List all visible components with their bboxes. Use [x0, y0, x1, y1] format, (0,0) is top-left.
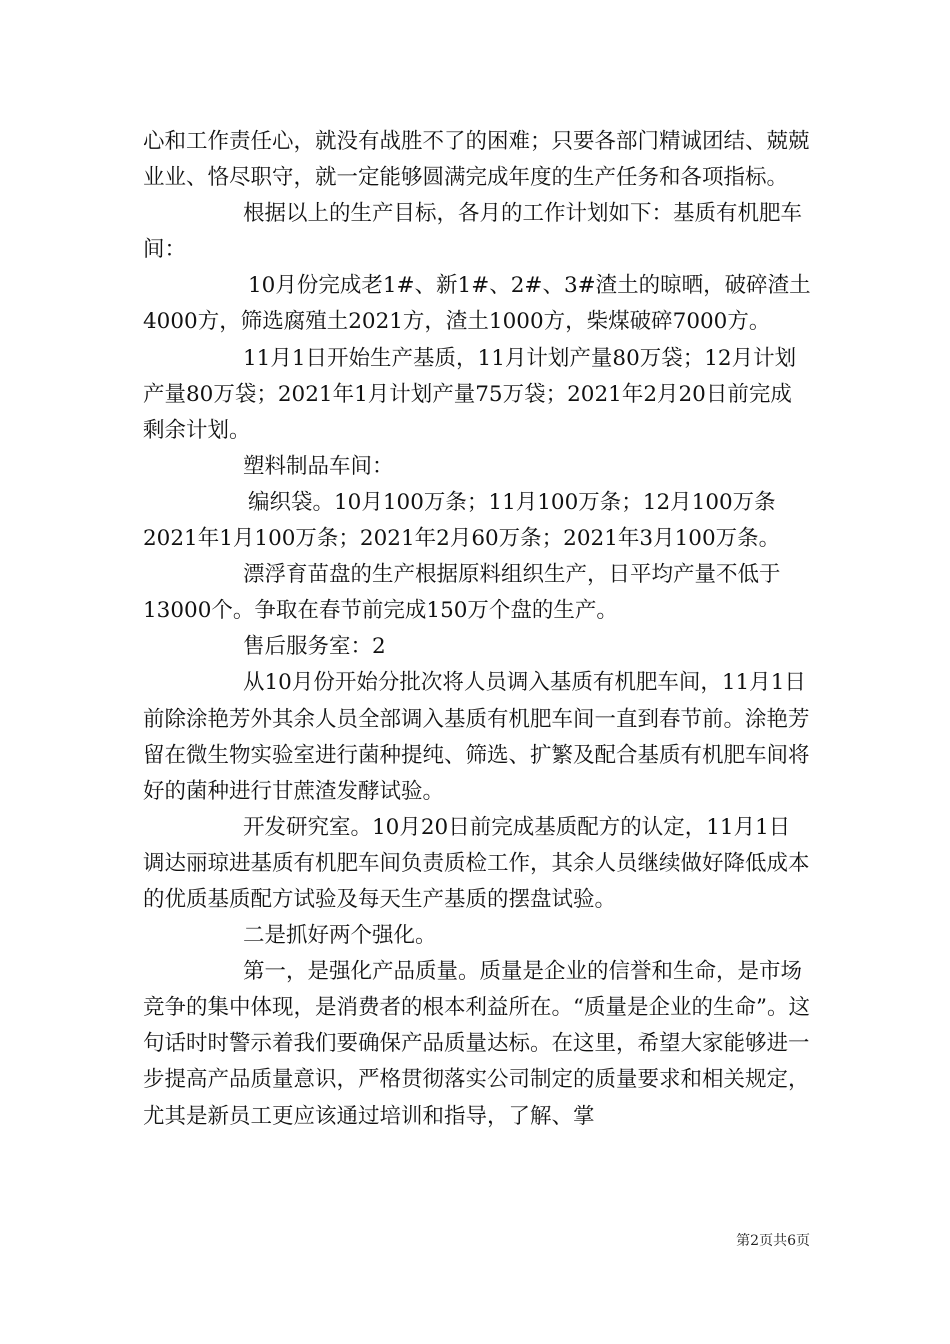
paragraph-12: 第一，是强化产品质量。质量是企业的信誉和生命，是市场竞争的集中体现，是消费者的根本利益所在。“质量是企业的生命”。这句话时时警示着我们要确保产品质量达标。在这里，希望大家能够进一步提高产品质量意识，严格贯彻落实公司制定的质量要求和相关规定，尤其是新员工更应该通过培训和指导，了解、掌 [143, 959, 810, 1129]
paragraph-3: 10月份完成老1#、新1#、2#、3#渣土的晾晒，破碎渣土4000方，筛选腐殖土2021方，渣土1000方，柴煤破碎7000方。 [143, 273, 811, 335]
paragraph-4: 11月1日开始生产基质，11月计划产量80万袋；12月计划产量80万袋；2021年1月计划产量75万袋；2021年2月20日前完成剩余计划。 [143, 345, 797, 443]
paragraph-2: 根据以上的生产目标，各月的工作计划如下：基质有机肥车间： [143, 201, 803, 263]
paragraph-9: 从10月份开始分批次将人员调入基质有机肥车间，11月1日前除涂艳芳外其余人员全部调入基质有机肥车间一直到春节前。涂艳芳留在微生物实验室进行菌种提纯、筛选、扩繁及配合基质有机肥车间将好的菌种进行甘蔗渣发酵试验。 [143, 670, 810, 804]
paragraph-8: 售后服务室：2 [243, 634, 386, 660]
document-body [143, 124, 811, 1135]
paragraph-7: 漂浮育苗盘的生产根据原料组织生产，日平均产量不低于13000个。争取在春节前完成150万个盘的生产。 [143, 562, 781, 624]
page-number: 第2页共6页 [736, 1233, 810, 1249]
paragraph-11: 二是抓好两个强化。 [243, 923, 437, 949]
paragraph-6: 编织袋。10月100万条；11月100万条；12月100万条2021年1月100万条；2021年2月60万条；2021年3月100万条。 [143, 489, 781, 552]
paragraph-10: 开发研究室。10月20日前完成基质配方的认定，11月1日调达丽琼进基质有机肥车间负责质检工作，其余人员继续做好降低成本的优质基质配方试验及每天生产基质的摆盘试验。 [143, 814, 810, 912]
paragraph-5: 塑料制品车间： [243, 453, 394, 479]
paragraph-1: 心和工作责任心，就没有战胜不了的困难；只要各部门精诚团结、兢兢业业、恪尽职守，就一定能够圆满完成年度的生产任务和各项指标。 [143, 129, 810, 191]
